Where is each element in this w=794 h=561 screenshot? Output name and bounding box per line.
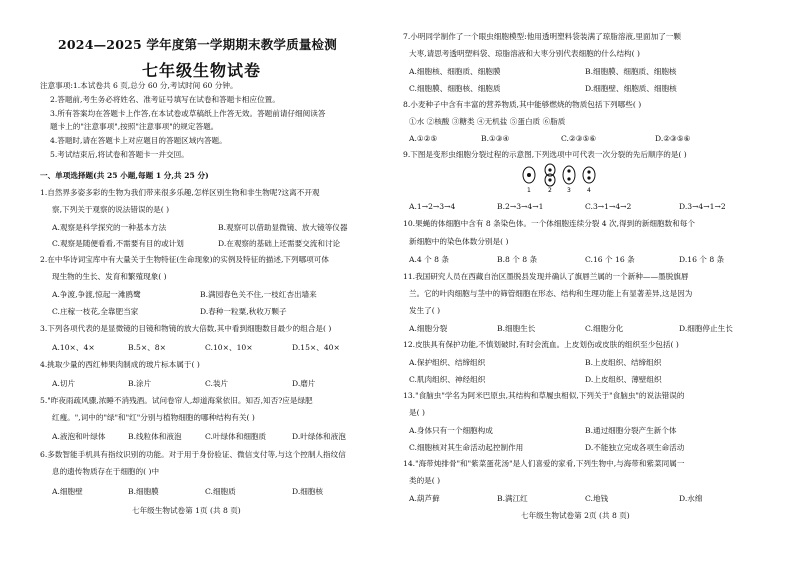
q7-option-a: A.细胞核、细胞质、细胞膜	[409, 67, 501, 76]
question-10-line: 10.果蝇的体细胞中含有 8 条染色体。一个体细胞连续分裂 4 次,得到的新细胞数和每个	[403, 219, 695, 228]
q5-option-b: B.线粒体和液泡	[128, 432, 182, 441]
question-8-line: 8.小麦种子中含有丰富的营养物质,其中能够燃烧的物质包括下列哪些( )	[403, 100, 642, 109]
q10-option-b: B.8 个 8 条	[497, 255, 538, 264]
q11-option-a: A.细胞分裂	[409, 324, 448, 333]
q6-option-a: A.细胞壁	[52, 487, 83, 496]
question-13-line: 是( )	[409, 408, 425, 417]
question-9-line: 9.下图是变形虫细胞分裂过程的示意图,下列选项中可代表一次分裂的先后顺序的是( )	[403, 150, 687, 159]
q7-option-c: C.细胞膜、细胞核、细胞质	[409, 84, 501, 93]
question-11-line: 11.我国研究人员在西藏自治区墨脱县发现并确认了旗唇兰属的一个新种——墨脱旗唇	[403, 272, 689, 281]
q8-option-d: D.②③⑤⑥	[655, 134, 691, 143]
q11-option-c: C.细胞分化	[585, 324, 624, 333]
question-4-line: 4.挑取少量的西红柿果肉制成的玻片标本属于( )	[40, 360, 200, 369]
section-heading: 一、单项选择题(共 25 小题,每题 1 分,共 25 分)	[40, 171, 209, 180]
q6-option-c: C.细胞质	[205, 487, 236, 496]
q8-option-a: A.①②⑤	[409, 134, 438, 143]
question-5-line: 5."昨夜雨疏风骤,浓睡不消残酒。试问卷帘人,却道海棠依旧。知否,知否?应是绿肥	[40, 396, 313, 405]
q12-option-b: B.上皮组织、结缔组织	[585, 358, 662, 367]
q13-option-c: C.细胞核对其生命活动起控制作用	[409, 443, 524, 452]
q7-option-d: D.细胞壁、细胞质、细胞核	[585, 84, 677, 93]
question-5-line: 红瘦。",词中的"绿"和"红"分别与植物细胞的哪种结构有关( )	[52, 413, 255, 422]
note-line: 3.所有答案均在答题卡上作答,在本试卷或草稿纸上作答无效。答题前请仔细阅读答	[50, 109, 326, 118]
page-footer: 七年级生物试卷第 1页 (共 8 页)	[132, 506, 241, 515]
amoeba-division-diagram	[517, 161, 607, 193]
q9-option-b: B.2→3→4→1	[497, 202, 544, 211]
q5-option-c: C.叶绿体和细胞质	[205, 432, 267, 441]
q6-option-b: B.细胞膜	[128, 487, 159, 496]
q4-option-c: C.装片	[205, 379, 229, 388]
q14-option-a: A.葫芦藓	[409, 494, 440, 503]
q13-option-d: D.不能独立完成各项生命活动	[585, 443, 685, 452]
q10-option-c: C.16 个 16 条	[585, 255, 635, 264]
question-13-line: 13."食脑虫"学名为阿米巴原虫,其结构和草履虫相似,下列关于"食脑虫"的说法错误的	[403, 391, 685, 400]
q11-option-b: B.细胞生长	[497, 324, 536, 333]
q13-option-b: B.通过细胞分裂产生新个体	[585, 426, 677, 435]
q12-option-c: C.肌肉组织、神经组织	[409, 375, 486, 384]
question-14-line: 14."海带炖排骨"和"紫菜蛋花汤"是人们喜爱的家肴,下列生物中,与海带和紫菜同属一	[403, 459, 685, 468]
q14-option-d: D.水绵	[679, 494, 703, 503]
question-12-line: 12.皮肤具有保护功能,不慎划破时,有时会流血。上皮划伤或皮肤的组织至少包括( )	[403, 340, 679, 349]
q2-option-b: B.满园春色关不住,一枝红杏出墙来	[200, 290, 317, 299]
q7-option-b: B.细胞膜、细胞质、细胞核	[585, 67, 677, 76]
q1-option-a: A.观察是科学探究的一种基本方法	[52, 223, 167, 232]
diagram-cell-4	[583, 167, 595, 183]
q8-option-b: B.①③④	[481, 134, 510, 143]
question-7-line: 大枣,请思考透明塑料袋、琼脂溶液和大枣分别代表细胞的什么结构( )	[409, 49, 640, 58]
diagram-cell-3	[563, 166, 575, 184]
q14-option-c: C.地钱	[585, 494, 609, 503]
q5-option-a: A.液泡和叶绿体	[52, 432, 106, 441]
diagram-cell-2	[545, 164, 555, 186]
exam-page-2	[397, 0, 794, 561]
q11-option-d: D.细胞停止生长	[679, 324, 733, 333]
question-11-line: 兰。它的叶肉细胞与茎中的筛管细胞在形态、结构和生理功能上有显著差异,这是因为	[409, 289, 693, 298]
q8-items: ①水 ②核酸 ③糖类 ④无机盐 ⑤蛋白质 ⑥脂质	[409, 117, 566, 126]
note-line: 4.答题时,请在答题卡上对应题目的答题区域内答题。	[50, 136, 227, 145]
q12-option-a: A.保护组织、结缔组织	[409, 358, 486, 367]
q4-option-a: A.切片	[52, 379, 76, 388]
diagram-cell-1	[523, 167, 535, 183]
q12-option-d: D.上皮组织、薄壁组织	[585, 375, 662, 384]
q3-option-c: C.10×、10×	[205, 343, 253, 352]
q3-option-a: A.10×、4×	[52, 343, 95, 352]
q8-option-c: C.②③⑤⑥	[561, 134, 597, 143]
q4-option-b: B.涂片	[128, 379, 152, 388]
q10-option-d: D.16 个 8 条	[679, 255, 725, 264]
exam-title: 2024—2025 学年度第一学期期末教学质量检测	[58, 37, 337, 52]
question-11-line: 发生了( )	[409, 306, 441, 315]
question-1-line: 察,下列关于观察的说法错误的是( )	[52, 205, 170, 214]
q2-option-d: D.春种一粒粟,秋收万颗子	[200, 307, 287, 316]
q14-option-b: B.满江红	[497, 494, 528, 503]
question-6-line: 息的遗传物质存在于细胞的( )中	[52, 467, 160, 476]
q1-option-d: D.在观察的基础上还需要交流和讨论	[218, 239, 341, 248]
note-line: 5.考试结束后,将试卷和答题卡一并交回。	[50, 150, 189, 159]
exam-subtitle: 七年级生物试卷	[142, 61, 262, 80]
question-3-line: 3.下列各项代表的是显微镜的目镜和物镜的放大倍数,其中看到细胞数目最少的组合是( )	[40, 324, 332, 333]
q2-option-c: C.庄稼一枝花,全靠肥当家	[52, 307, 139, 316]
q9-option-d: D.3→4→1→2	[679, 202, 726, 211]
q3-option-b: B.5×、8×	[128, 343, 166, 352]
note-line: 注意事项:1.本试卷共 6 页,总分 60 分,考试时间 60 分钟。	[40, 81, 238, 90]
q1-option-b: B.观察可以借助显微镜、放大镜等仪器	[218, 223, 348, 232]
note-line: 题卡上的"注意事项",按照"注意事项"的规定答题。	[50, 122, 219, 131]
q5-option-d: D.叶绿体和液泡	[292, 432, 346, 441]
question-6-line: 6.多数智能手机具有指纹识别的功能。对于用于身份验证、微信支付等,与这个控制人指纹信	[40, 450, 346, 459]
note-line: 2.答题前,考生务必将姓名、准考证号填写在试卷和答题卡相应位置。	[50, 95, 280, 104]
q2-option-a: A.争渡,争渡,惊起一滩鸥鹭	[52, 290, 141, 299]
q10-option-a: A.4 个 8 条	[409, 255, 449, 264]
question-7-line: 7.小明同学制作了一个眼虫细胞模型:他用透明塑料袋装满了琼脂溶液,里面加了一颗	[403, 32, 681, 41]
q4-option-d: D.磨片	[292, 379, 316, 388]
question-1-line: 1.自然界多姿多彩的生物为我们带来很多乐趣,怎样区别生物和非生物呢?这离不开观	[40, 188, 320, 197]
q9-option-c: C.3→1→4→2	[585, 202, 632, 211]
question-2-line: 2.在中华诗词宝库中有大量关于生物特征(生命现象)的实例及特征的描述,下列哪项可体	[40, 255, 329, 264]
diagram-label: 3	[567, 187, 571, 193]
q3-option-d: D.15×、40×	[292, 343, 340, 352]
q9-option-a: A.1→2→3→4	[409, 202, 456, 211]
question-14-line: 类的是( )	[409, 476, 441, 485]
diagram-label: 2	[548, 187, 552, 193]
question-2-line: 现生物的生长、发育和繁殖现象( )	[52, 272, 167, 281]
q1-option-c: C.观察是随便看看,不需要有目的或计划	[52, 239, 184, 248]
q13-option-a: A.身体只有一个细胞构成	[409, 426, 493, 435]
diagram-label: 1	[527, 187, 531, 193]
question-10-line: 新细胞中的染色体数分别是( )	[409, 237, 509, 246]
q6-option-d: D.细胞核	[292, 487, 324, 496]
diagram-label: 4	[587, 187, 591, 193]
page-footer: 七年级生物试卷第 2页 (共 8 页)	[521, 511, 630, 520]
